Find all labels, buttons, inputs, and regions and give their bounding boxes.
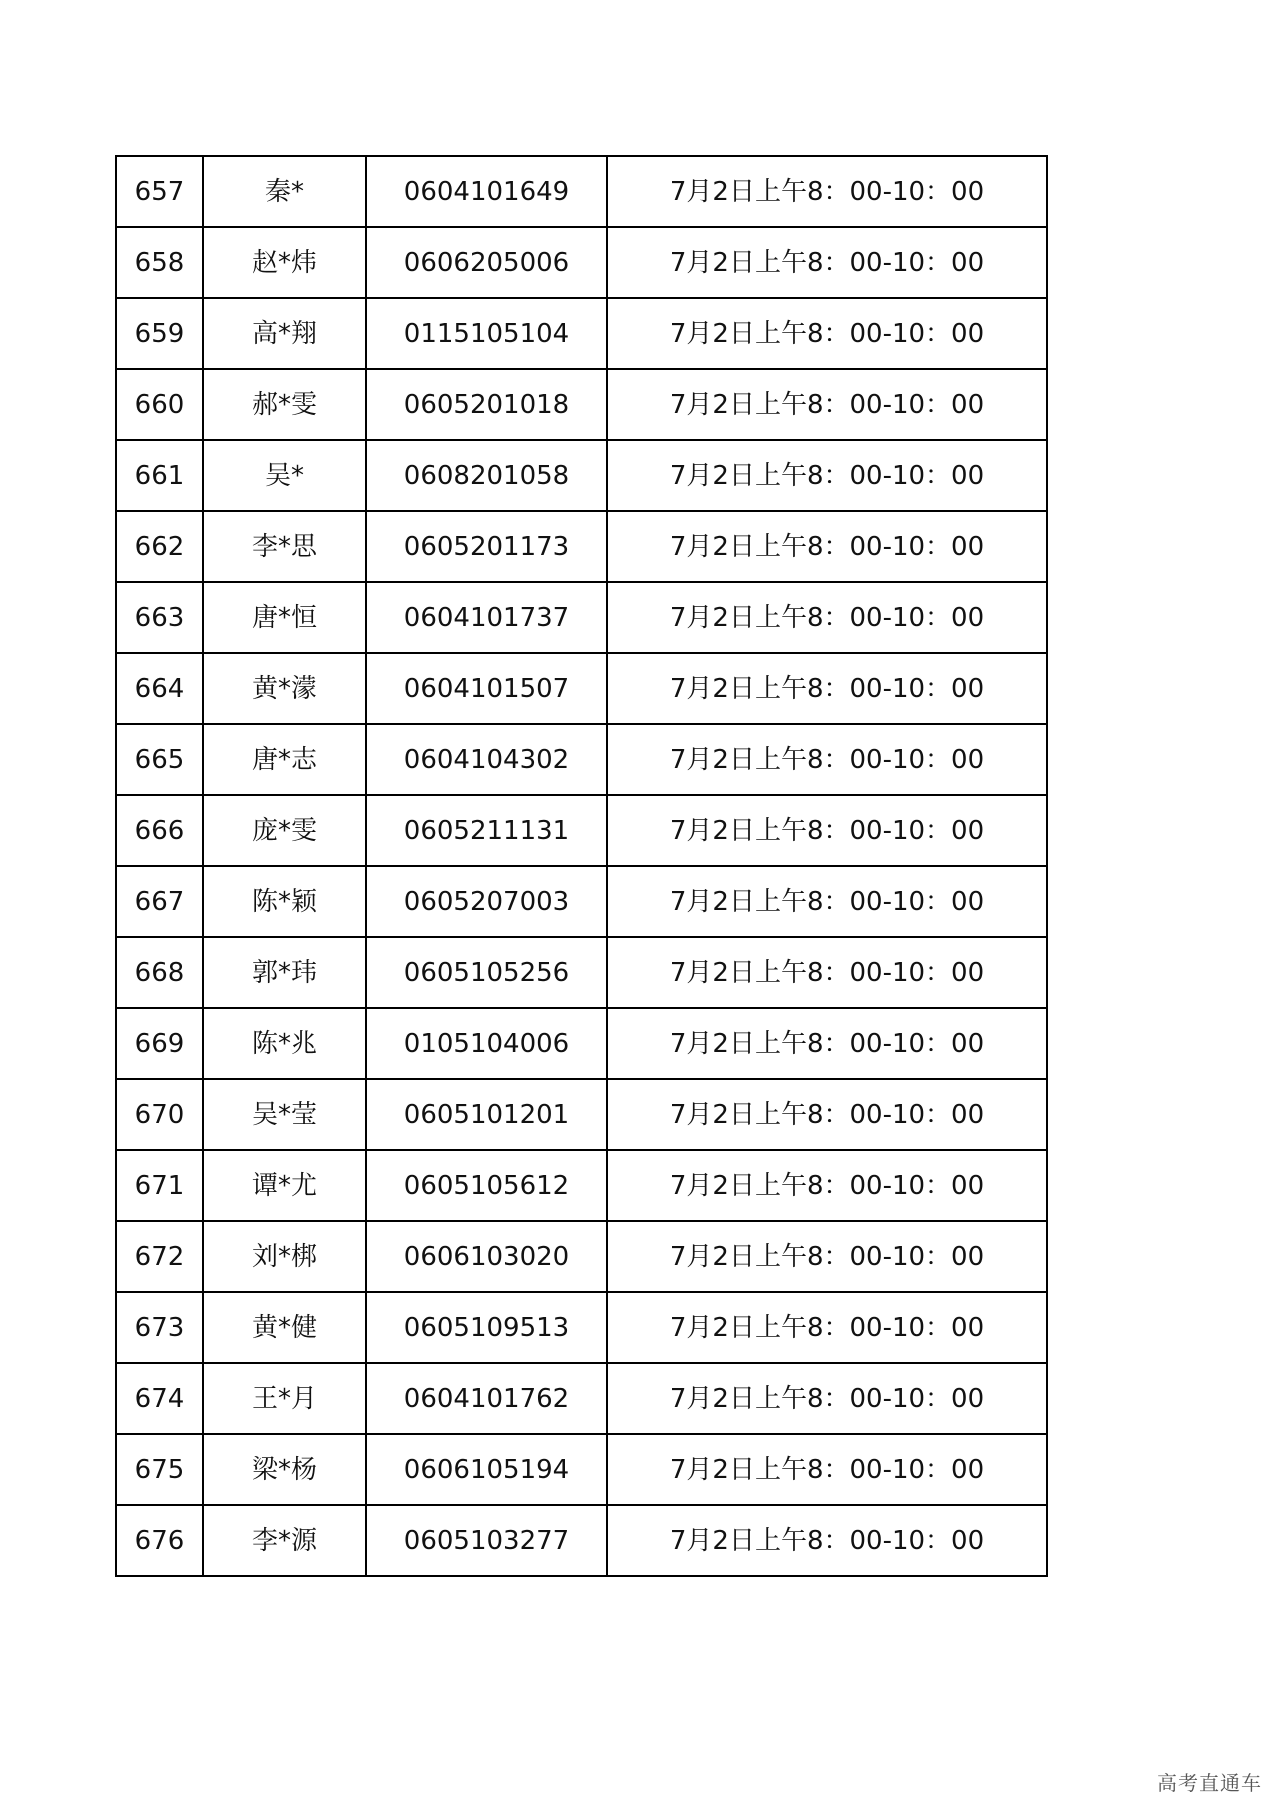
table-row [116, 511, 1047, 582]
row-number: 668 [116, 937, 203, 1008]
exam-time: 7月2日上午8：00-10：00 [607, 1150, 1047, 1221]
student-name: 吴* [203, 440, 366, 511]
student-name: 庞*雯 [203, 795, 366, 866]
row-number: 670 [116, 1079, 203, 1150]
exam-id: 0604101762 [366, 1363, 607, 1434]
student-name: 李*思 [203, 511, 366, 582]
exam-id: 0605103277 [366, 1505, 607, 1576]
row-number: 658 [116, 227, 203, 298]
row-number: 659 [116, 298, 203, 369]
exam-id: 0115105104 [366, 298, 607, 369]
exam-time: 7月2日上午8：00-10：00 [607, 795, 1047, 866]
exam-time: 7月2日上午8：00-10：00 [607, 653, 1047, 724]
exam-id: 0105104006 [366, 1008, 607, 1079]
student-name: 王*月 [203, 1363, 366, 1434]
roster-table [115, 155, 1048, 1577]
student-name: 黄*健 [203, 1292, 366, 1363]
exam-id: 0605207003 [366, 866, 607, 937]
exam-time: 7月2日上午8：00-10：00 [607, 1505, 1047, 1576]
table-row [116, 1079, 1047, 1150]
student-name: 唐*志 [203, 724, 366, 795]
student-name: 吴*莹 [203, 1079, 366, 1150]
table-row [116, 1363, 1047, 1434]
exam-id: 0605211131 [366, 795, 607, 866]
student-name: 陈*颖 [203, 866, 366, 937]
exam-id: 0604104302 [366, 724, 607, 795]
row-number: 673 [116, 1292, 203, 1363]
row-number: 665 [116, 724, 203, 795]
row-number: 663 [116, 582, 203, 653]
exam-time: 7月2日上午8：00-10：00 [607, 724, 1047, 795]
student-name: 谭*尤 [203, 1150, 366, 1221]
exam-id: 0604101649 [366, 156, 607, 227]
exam-id: 0606105194 [366, 1434, 607, 1505]
table-row [116, 1150, 1047, 1221]
exam-time: 7月2日上午8：00-10：00 [607, 1434, 1047, 1505]
student-name: 郝*雯 [203, 369, 366, 440]
student-name: 李*源 [203, 1505, 366, 1576]
roster-table-body [116, 156, 1047, 1576]
exam-id: 0604101737 [366, 582, 607, 653]
exam-time: 7月2日上午8：00-10：00 [607, 1221, 1047, 1292]
student-name: 唐*恒 [203, 582, 366, 653]
table-row [116, 440, 1047, 511]
table-row [116, 582, 1047, 653]
student-name: 陈*兆 [203, 1008, 366, 1079]
row-number: 661 [116, 440, 203, 511]
exam-id: 0605105612 [366, 1150, 607, 1221]
student-name: 黄*濛 [203, 653, 366, 724]
table-row [116, 1221, 1047, 1292]
exam-id: 0605201018 [366, 369, 607, 440]
row-number: 664 [116, 653, 203, 724]
row-number: 660 [116, 369, 203, 440]
row-number: 671 [116, 1150, 203, 1221]
exam-time: 7月2日上午8：00-10：00 [607, 866, 1047, 937]
row-number: 676 [116, 1505, 203, 1576]
exam-time: 7月2日上午8：00-10：00 [607, 937, 1047, 1008]
student-name: 赵*炜 [203, 227, 366, 298]
table-row [116, 227, 1047, 298]
student-name: 高*翔 [203, 298, 366, 369]
row-number: 675 [116, 1434, 203, 1505]
exam-id: 0606103020 [366, 1221, 607, 1292]
table-row [116, 1434, 1047, 1505]
exam-id: 0605101201 [366, 1079, 607, 1150]
row-number: 662 [116, 511, 203, 582]
exam-id: 0608201058 [366, 440, 607, 511]
exam-id: 0605105256 [366, 937, 607, 1008]
exam-id: 0605201173 [366, 511, 607, 582]
table-row [116, 1008, 1047, 1079]
row-number: 674 [116, 1363, 203, 1434]
exam-id: 0604101507 [366, 653, 607, 724]
table-row [116, 653, 1047, 724]
watermark-text: 高考直通车 [1157, 1771, 1262, 1795]
student-name: 郭*玮 [203, 937, 366, 1008]
row-number: 657 [116, 156, 203, 227]
student-name: 刘*梆 [203, 1221, 366, 1292]
exam-time: 7月2日上午8：00-10：00 [607, 298, 1047, 369]
table-row [116, 795, 1047, 866]
row-number: 669 [116, 1008, 203, 1079]
exam-time: 7月2日上午8：00-10：00 [607, 440, 1047, 511]
exam-time: 7月2日上午8：00-10：00 [607, 1292, 1047, 1363]
exam-time: 7月2日上午8：00-10：00 [607, 227, 1047, 298]
exam-time: 7月2日上午8：00-10：00 [607, 1008, 1047, 1079]
table-row [116, 298, 1047, 369]
row-number: 666 [116, 795, 203, 866]
table-row [116, 369, 1047, 440]
student-name: 秦* [203, 156, 366, 227]
exam-time: 7月2日上午8：00-10：00 [607, 511, 1047, 582]
exam-time: 7月2日上午8：00-10：00 [607, 156, 1047, 227]
exam-id: 0605109513 [366, 1292, 607, 1363]
exam-time: 7月2日上午8：00-10：00 [607, 1079, 1047, 1150]
exam-time: 7月2日上午8：00-10：00 [607, 1363, 1047, 1434]
exam-time: 7月2日上午8：00-10：00 [607, 582, 1047, 653]
table-row [116, 1505, 1047, 1576]
table-row [116, 866, 1047, 937]
row-number: 672 [116, 1221, 203, 1292]
student-name: 梁*杨 [203, 1434, 366, 1505]
table-row [116, 937, 1047, 1008]
exam-id: 0606205006 [366, 227, 607, 298]
exam-time: 7月2日上午8：00-10：00 [607, 369, 1047, 440]
row-number: 667 [116, 866, 203, 937]
table-row [116, 1292, 1047, 1363]
table-row [116, 724, 1047, 795]
table-row [116, 156, 1047, 227]
